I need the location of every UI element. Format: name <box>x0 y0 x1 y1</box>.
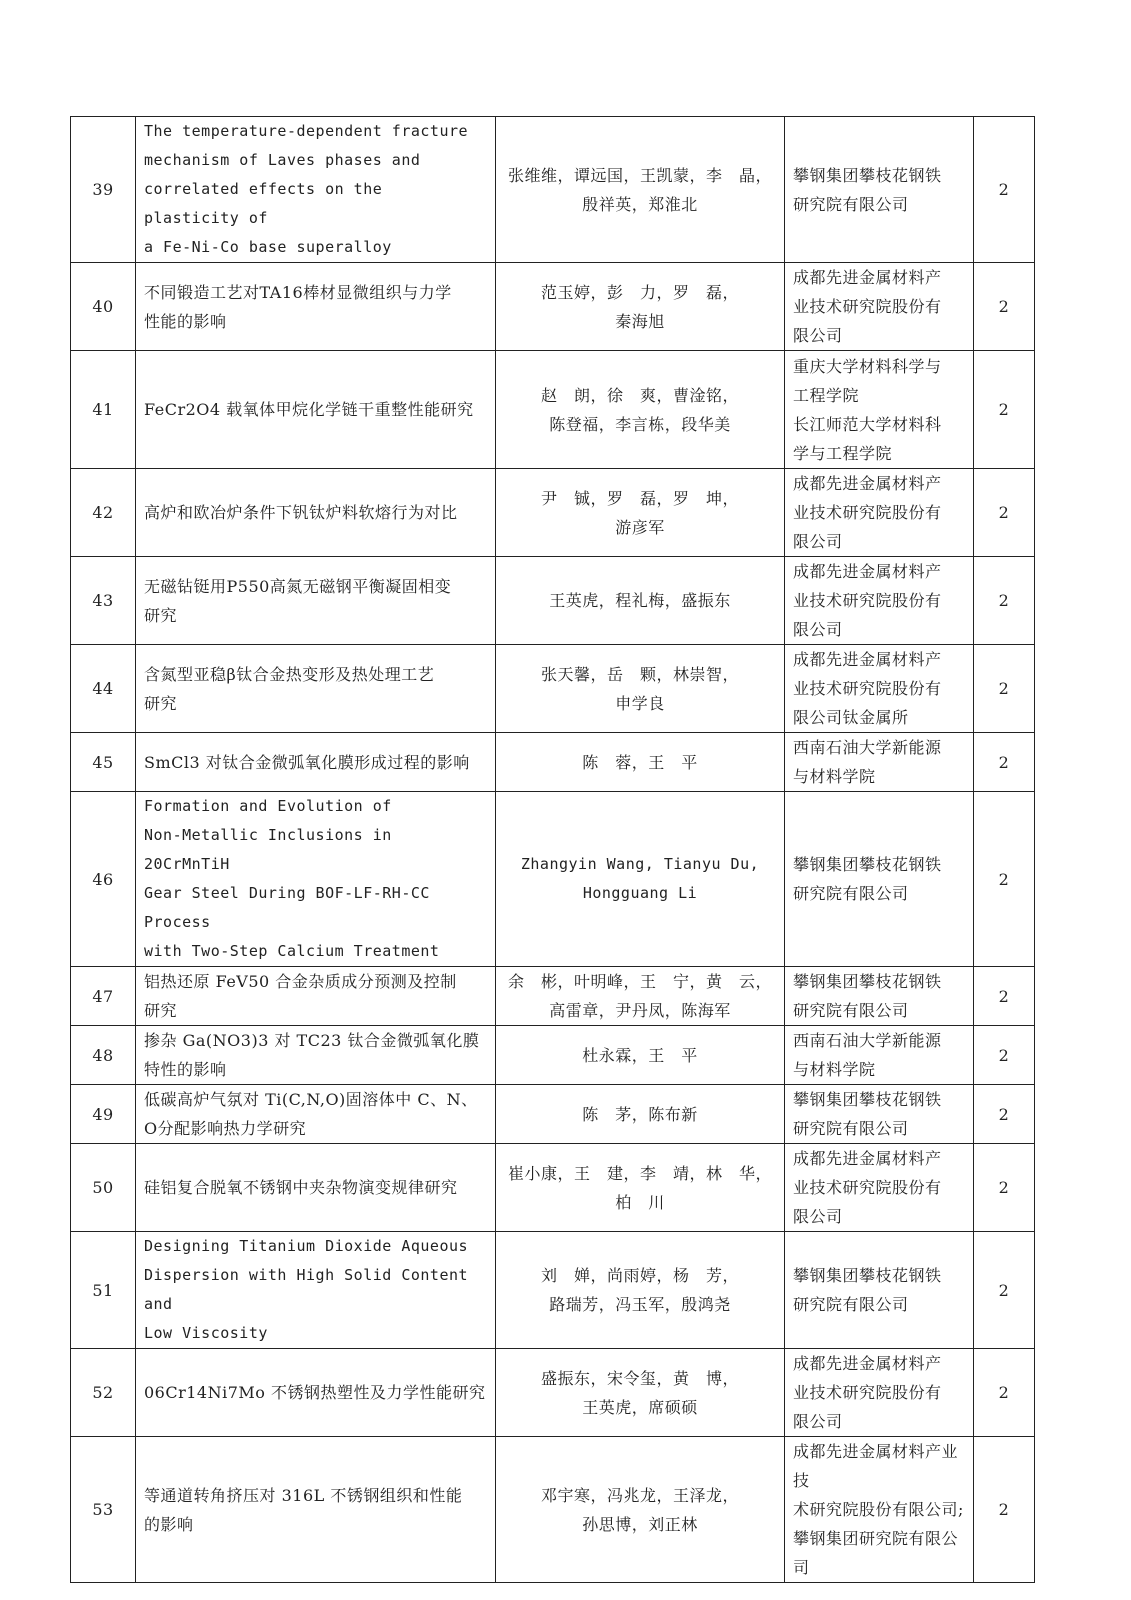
authors-line: 盛振东，宋令玺，黄 博， <box>540 1368 739 1388</box>
row-number: 47 <box>71 967 136 1026</box>
row-number: 51 <box>71 1232 136 1349</box>
table-row <box>71 1349 1035 1437</box>
org-line: 业技术研究院股份有 <box>793 679 942 698</box>
title-line: 研究 <box>144 693 178 713</box>
author-count: 2 <box>974 469 1035 557</box>
org-line: 限公司 <box>793 326 843 345</box>
row-number: 52 <box>71 1349 136 1437</box>
table-row <box>71 557 1035 645</box>
org-line: 长江师范大学材料科 <box>793 414 942 434</box>
row-number: 41 <box>71 351 136 469</box>
org-line: 工程学院 <box>793 385 860 405</box>
author-count: 2 <box>974 263 1035 351</box>
org-line: 攀钢集团攀枝花钢铁 <box>793 1266 942 1285</box>
org-line: 业技术研究院股份有 <box>793 1383 942 1402</box>
authors-line: 范玉婷，彭 力，罗 磊， <box>540 282 739 302</box>
row-number: 48 <box>71 1026 136 1085</box>
authors-line: 王英虎，席硕硕 <box>582 1397 698 1417</box>
authors-line: 杜永霖，王 平 <box>582 1045 698 1065</box>
title-line: 铝热还原 FeV50 合金杂质成分预测及控制 <box>144 972 457 991</box>
paper-title <box>136 469 496 557</box>
org-line: 成都先进金属材料产 <box>793 1149 942 1168</box>
author-organization <box>785 1026 974 1085</box>
author-count: 2 <box>974 645 1035 733</box>
title-line: SmCl3 对钛合金微弧氧化膜形成过程的影响 <box>144 752 470 772</box>
authors-line: 陈 蓉，王 平 <box>582 752 698 772</box>
author-organization <box>785 263 974 351</box>
org-line: 攀钢集团攀枝花钢铁 <box>793 165 942 185</box>
authors-line: 路瑞芳，冯玉军，殷鸿尧 <box>549 1295 731 1314</box>
title-line: 硅铝复合脱氧不锈钢中夹杂物演变规律研究 <box>144 1178 458 1197</box>
paper-title <box>136 792 496 967</box>
title-line: 06Cr14Ni7Mo 不锈钢热塑性及力学性能研究 <box>144 1383 486 1402</box>
org-line: 限公司 <box>793 1412 843 1431</box>
table-row <box>71 1026 1035 1085</box>
title-line: 研究 <box>144 605 178 625</box>
org-line: 成都先进金属材料产业技 <box>793 1442 959 1490</box>
org-line: 学与工程学院 <box>793 443 893 463</box>
authors-line: 余 彬，叶明峰，王 宁，黄 云， <box>507 972 772 991</box>
table-row <box>71 733 1035 792</box>
org-line: 业技术研究院股份有 <box>793 1178 942 1197</box>
paper-authors <box>496 1232 785 1349</box>
org-line: 业技术研究院股份有 <box>793 591 942 610</box>
paper-authors <box>496 263 785 351</box>
paper-authors <box>496 1085 785 1144</box>
paper-list-table <box>70 116 1035 1583</box>
title-line: mechanism of Laves phases and <box>144 151 421 169</box>
title-line: 低碳高炉气氛对 Ti(C,N,O)固溶体中 C、N、 <box>144 1090 478 1109</box>
row-number: 40 <box>71 263 136 351</box>
org-line: 限公司钛金属所 <box>793 708 909 727</box>
table-row <box>71 1232 1035 1349</box>
authors-line: 申学良 <box>615 693 665 713</box>
author-count: 2 <box>974 1085 1035 1144</box>
paper-authors <box>496 117 785 263</box>
title-line: 不同锻造工艺对TA16棒材显微组织与力学 <box>144 282 452 302</box>
org-line: 成都先进金属材料产 <box>793 562 942 581</box>
authors-line: 刘 婵，尚雨婷，杨 芳， <box>540 1266 739 1285</box>
title-line: 含氮型亚稳β钛合金热变形及热处理工艺 <box>144 664 435 684</box>
paper-title <box>136 733 496 792</box>
authors-line: 高雷章，尹丹凤，陈海军 <box>549 1001 731 1020</box>
author-count: 2 <box>974 1144 1035 1232</box>
paper-title <box>136 1026 496 1085</box>
org-line: 限公司 <box>793 532 843 551</box>
author-organization <box>785 1437 974 1583</box>
authors-line: 崔小康，王 建，李 靖，林 华， <box>507 1163 772 1183</box>
authors-line: 尹 铖，罗 磊，罗 坤， <box>540 488 739 508</box>
org-line: 成都先进金属材料产 <box>793 268 942 287</box>
table-row <box>71 1437 1035 1583</box>
org-line: 攀钢集团研究院有限公司 <box>793 1529 959 1577</box>
org-line: 研究院有限公司 <box>793 1295 909 1314</box>
author-count: 2 <box>974 1232 1035 1349</box>
table-row <box>71 1144 1035 1232</box>
authors-line: 游彦军 <box>615 517 665 537</box>
paper-authors <box>496 645 785 733</box>
org-line: 研究院有限公司 <box>793 1119 909 1138</box>
paper-title <box>136 1085 496 1144</box>
org-line: 攀钢集团攀枝花钢铁 <box>793 972 942 991</box>
row-number: 46 <box>71 792 136 967</box>
table-row <box>71 645 1035 733</box>
title-line: a Fe-Ni-Co base superalloy <box>144 238 392 256</box>
author-organization <box>785 1085 974 1144</box>
authors-line: 赵 朗，徐 爽，曹淦铭， <box>540 385 739 405</box>
org-line: 成都先进金属材料产 <box>793 474 942 493</box>
paper-title <box>136 1349 496 1437</box>
paper-authors <box>496 469 785 557</box>
title-line: Non-Metallic Inclusions in 20CrMnTiH <box>144 826 402 873</box>
author-organization <box>785 351 974 469</box>
paper-title <box>136 1144 496 1232</box>
title-line: The temperature-dependent fracture <box>144 122 469 140</box>
paper-title <box>136 117 496 263</box>
row-number: 43 <box>71 557 136 645</box>
author-count: 2 <box>974 117 1035 263</box>
paper-title <box>136 263 496 351</box>
title-line: O分配影响热力学研究 <box>144 1119 307 1138</box>
title-line: Formation and Evolution of <box>144 797 392 815</box>
row-number: 39 <box>71 117 136 263</box>
author-count: 2 <box>974 351 1035 469</box>
authors-line: 陈登福，李言栋，段华美 <box>549 414 731 434</box>
paper-title <box>136 967 496 1026</box>
author-count: 2 <box>974 733 1035 792</box>
org-line: 业技术研究院股份有 <box>793 503 942 522</box>
author-count: 2 <box>974 792 1035 967</box>
paper-authors <box>496 351 785 469</box>
paper-authors <box>496 1144 785 1232</box>
paper-authors <box>496 792 785 967</box>
org-line: 研究院有限公司 <box>793 194 909 214</box>
org-line: 研究院有限公司 <box>793 884 909 903</box>
authors-line: 邓宇寒，冯兆龙，王泽龙， <box>540 1485 739 1505</box>
title-line: correlated effects on the plasticity of <box>144 180 392 227</box>
org-line: 术研究院股份有限公司; <box>793 1500 964 1519</box>
table-row <box>71 117 1035 263</box>
authors-line: 王英虎，程礼梅，盛振东 <box>549 591 731 610</box>
author-count: 2 <box>974 557 1035 645</box>
author-organization <box>785 733 974 792</box>
row-number: 50 <box>71 1144 136 1232</box>
row-number: 44 <box>71 645 136 733</box>
paper-authors <box>496 967 785 1026</box>
author-organization <box>785 1349 974 1437</box>
title-line: Designing Titanium Dioxide Aqueous <box>144 1237 469 1255</box>
org-line: 限公司 <box>793 1207 843 1226</box>
author-organization <box>785 469 974 557</box>
org-line: 业技术研究院股份有 <box>793 297 942 316</box>
authors-line: 张天馨，岳 颗，林崇智， <box>540 664 739 684</box>
paper-title <box>136 1232 496 1349</box>
author-organization <box>785 645 974 733</box>
org-line: 西南石油大学新能源 <box>793 1031 942 1050</box>
author-organization <box>785 792 974 967</box>
title-line: 掺杂 Ga(NO3)3 对 TC23 钛合金微弧氧化膜 <box>144 1031 480 1050</box>
author-organization <box>785 967 974 1026</box>
title-line: 无磁钻铤用P550高氮无磁钢平衡凝固相变 <box>144 576 452 596</box>
table-row <box>71 469 1035 557</box>
paper-authors <box>496 733 785 792</box>
author-organization <box>785 117 974 263</box>
org-line: 与材料学院 <box>793 767 876 786</box>
title-line: with Two-Step Calcium Treatment <box>144 942 440 960</box>
author-count: 2 <box>974 967 1035 1026</box>
org-line: 攀钢集团攀枝花钢铁 <box>793 1090 942 1109</box>
title-line: Dispersion with High Solid Content and <box>144 1266 478 1313</box>
paper-title <box>136 557 496 645</box>
title-line: 研究 <box>144 1001 178 1020</box>
author-count: 2 <box>974 1437 1035 1583</box>
title-line: Gear Steel During BOF-LF-RH-CC Process <box>144 884 440 931</box>
paper-title <box>136 351 496 469</box>
row-number: 42 <box>71 469 136 557</box>
org-line: 限公司 <box>793 620 843 639</box>
title-line: 高炉和欧冶炉条件下钒钛炉料软熔行为对比 <box>144 503 458 522</box>
org-line: 成都先进金属材料产 <box>793 1354 942 1373</box>
authors-line: Zhangyin Wang, Tianyu Du, <box>520 855 760 873</box>
table-row <box>71 351 1035 469</box>
authors-line: 柏 川 <box>615 1192 665 1212</box>
title-line: Low Viscosity <box>144 1324 268 1342</box>
author-count: 2 <box>974 1349 1035 1437</box>
paper-authors <box>496 557 785 645</box>
authors-line: 陈 茅，陈布新 <box>582 1104 698 1124</box>
author-count: 2 <box>974 1026 1035 1085</box>
org-line: 与材料学院 <box>793 1060 876 1079</box>
title-line: 的影响 <box>144 1514 194 1534</box>
org-line: 重庆大学材料科学与 <box>793 356 942 376</box>
paper-authors <box>496 1349 785 1437</box>
title-line: 等通道转角挤压对 316L 不锈钢组织和性能 <box>144 1485 463 1505</box>
org-line: 研究院有限公司 <box>793 1001 909 1020</box>
row-number: 45 <box>71 733 136 792</box>
authors-line: 张维维，谭远国，王凯蒙，李 晶， <box>507 165 772 185</box>
authors-line: 殷祥英，郑淮北 <box>582 194 698 214</box>
title-line: 特性的影响 <box>144 1060 227 1079</box>
title-line: 性能的影响 <box>144 311 227 331</box>
authors-line: Hongguang Li <box>582 884 698 902</box>
paper-title <box>136 645 496 733</box>
table-row <box>71 263 1035 351</box>
table-row <box>71 1085 1035 1144</box>
paper-title <box>136 1437 496 1583</box>
row-number: 49 <box>71 1085 136 1144</box>
org-line: 西南石油大学新能源 <box>793 738 942 757</box>
authors-line: 秦海旭 <box>615 311 665 331</box>
paper-authors <box>496 1437 785 1583</box>
table-row <box>71 792 1035 967</box>
table-row <box>71 967 1035 1026</box>
author-organization <box>785 1144 974 1232</box>
row-number: 53 <box>71 1437 136 1583</box>
org-line: 攀钢集团攀枝花钢铁 <box>793 855 942 874</box>
author-organization <box>785 1232 974 1349</box>
authors-line: 孙思博，刘正林 <box>582 1514 698 1534</box>
author-organization <box>785 557 974 645</box>
title-line: FeCr2O4 载氧体甲烷化学链干重整性能研究 <box>144 400 474 419</box>
org-line: 成都先进金属材料产 <box>793 650 942 669</box>
paper-authors <box>496 1026 785 1085</box>
